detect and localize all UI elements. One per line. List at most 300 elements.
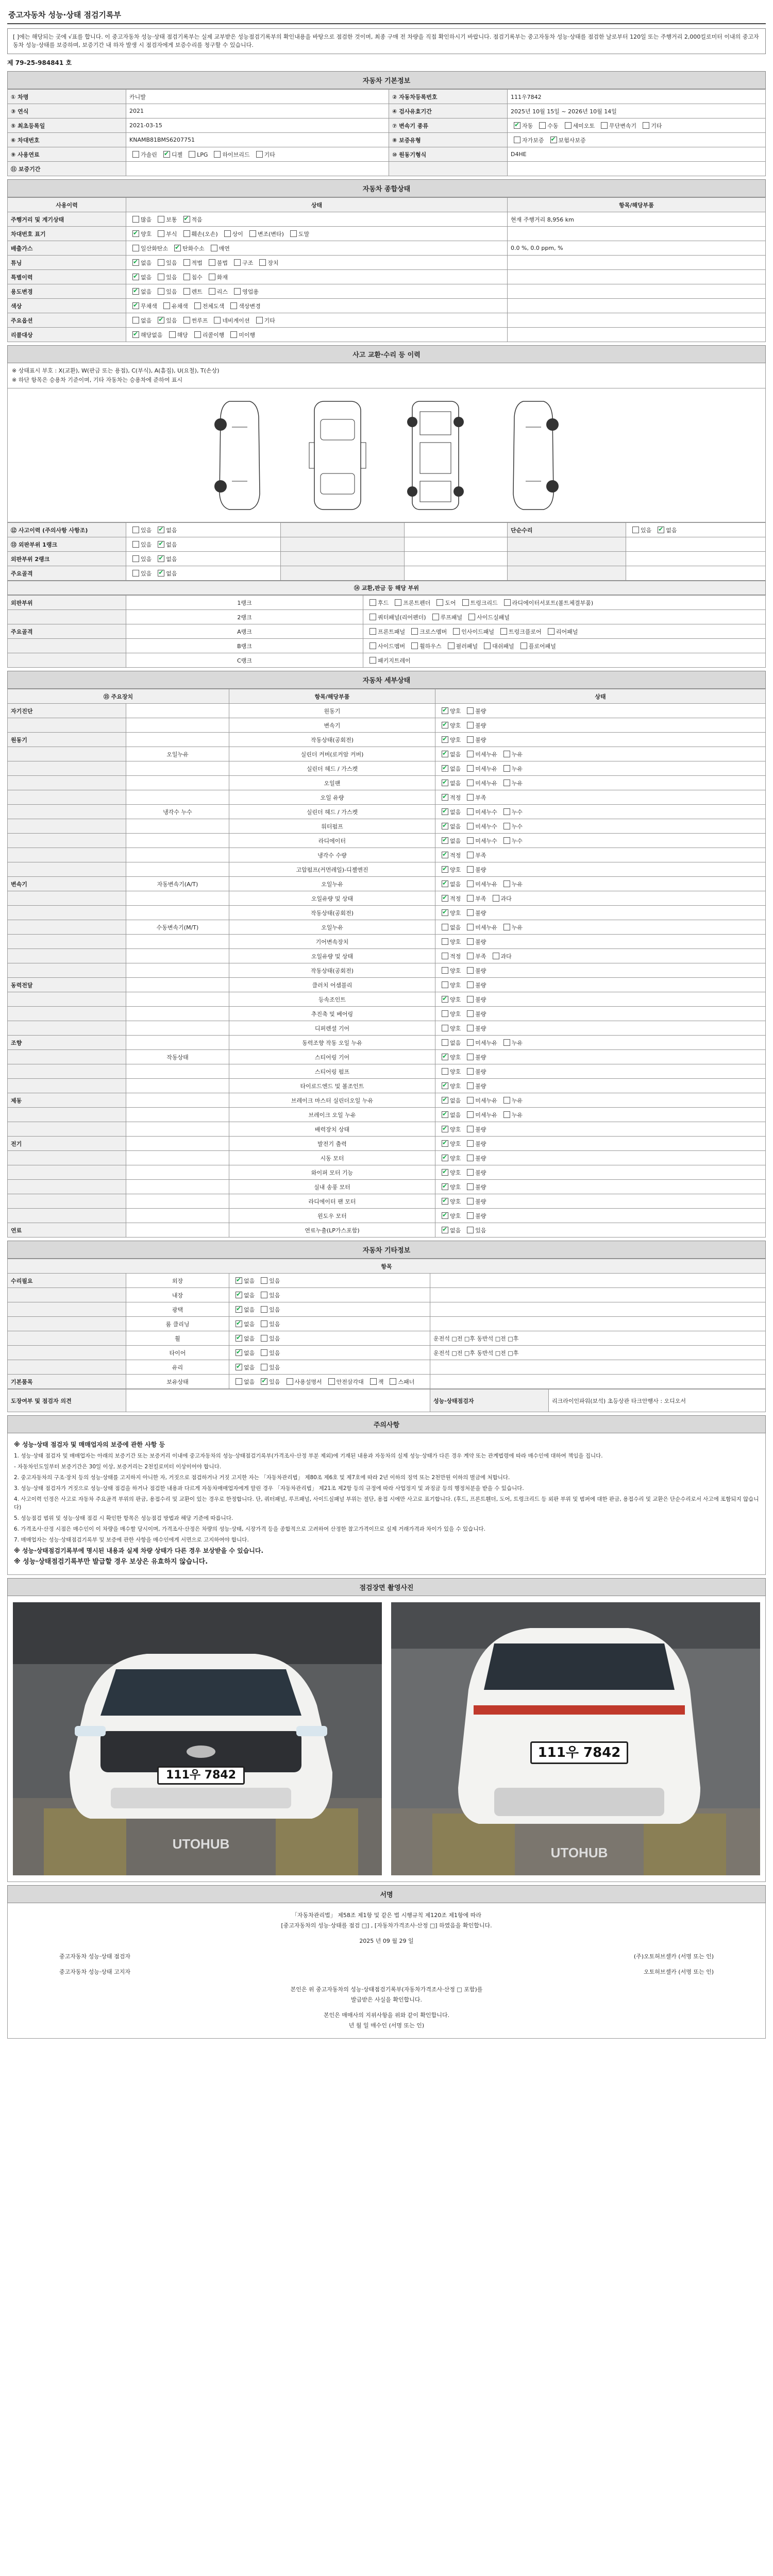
checkbox[interactable] — [467, 1212, 474, 1219]
checkbox[interactable] — [448, 642, 455, 649]
option-item — [129, 317, 152, 324]
checkbox[interactable] — [158, 527, 164, 533]
option-label: 프론트펜더 — [403, 599, 431, 606]
checkbox[interactable] — [467, 1140, 474, 1147]
other-row — [8, 1317, 766, 1331]
checkbox[interactable] — [442, 808, 448, 815]
sign-line-2: [중고자동차의 성능·상태를 점검 □] , [자동차가격조사·산정 □] 하였음을 확인합니다. — [281, 1922, 492, 1929]
checkbox[interactable] — [467, 909, 474, 916]
car-front-rear-view — [299, 396, 376, 515]
checkbox[interactable] — [504, 599, 511, 606]
checkbox[interactable] — [467, 1039, 474, 1046]
option-item — [439, 737, 461, 743]
option-item — [536, 123, 558, 129]
checkbox[interactable] — [158, 259, 164, 266]
checkbox[interactable] — [132, 317, 139, 324]
checkbox[interactable] — [442, 866, 448, 873]
checkbox[interactable] — [234, 259, 241, 266]
option-label: 불량 — [475, 981, 486, 989]
checkbox[interactable] — [442, 779, 448, 786]
checkbox[interactable] — [163, 151, 170, 158]
checkbox[interactable] — [462, 599, 469, 606]
option-label: 대쉬패널 — [492, 642, 514, 650]
detail-group — [8, 1209, 126, 1223]
option-label: 불량 — [475, 1140, 486, 1147]
option-item — [258, 1278, 280, 1284]
checkbox[interactable] — [261, 1335, 267, 1342]
option-label: 있음 — [269, 1320, 280, 1328]
option-item — [129, 303, 157, 310]
checkbox[interactable] — [442, 1227, 448, 1233]
checkbox[interactable] — [453, 628, 460, 635]
checkbox[interactable] — [467, 1169, 474, 1176]
checkbox[interactable] — [214, 317, 221, 324]
checkbox[interactable] — [500, 628, 507, 635]
detail-subgroup: 작동상태 — [126, 1050, 229, 1064]
checkbox[interactable] — [467, 794, 474, 801]
checkbox[interactable] — [132, 230, 139, 237]
general-options — [126, 227, 508, 241]
accident-label: ⑬ 외판부위 1랭크 — [8, 537, 126, 552]
detail-group — [8, 761, 126, 776]
checkbox[interactable] — [328, 1378, 335, 1385]
option-item — [129, 527, 152, 534]
checkbox[interactable] — [132, 288, 139, 295]
option-label: 없음 — [141, 317, 152, 324]
option-label: 미세누유 — [475, 1111, 497, 1118]
checkbox[interactable] — [236, 1292, 242, 1298]
option-item — [155, 260, 177, 266]
checkbox[interactable] — [467, 938, 474, 945]
option-label: 없음 — [450, 837, 461, 844]
checkbox[interactable] — [390, 1378, 396, 1385]
option-item — [598, 123, 636, 129]
checkbox[interactable] — [234, 288, 241, 295]
checkbox[interactable] — [632, 527, 639, 533]
option-item — [231, 260, 253, 266]
checkbox[interactable] — [442, 967, 448, 974]
checkbox[interactable] — [432, 614, 439, 620]
option-label: 있음 — [141, 527, 152, 534]
checkbox[interactable] — [183, 274, 190, 280]
checkbox[interactable] — [132, 555, 139, 562]
option-label: 누유 — [511, 880, 523, 888]
checkbox[interactable] — [158, 274, 164, 280]
checkbox[interactable] — [158, 216, 164, 223]
checkbox[interactable] — [550, 137, 557, 143]
checkbox[interactable] — [442, 1097, 448, 1104]
checkbox[interactable] — [442, 996, 448, 1003]
detail-subgroup: 자동변속기(A/T) — [126, 877, 229, 891]
checkbox[interactable] — [442, 909, 448, 916]
checkbox[interactable] — [442, 1169, 448, 1176]
checkbox[interactable] — [442, 794, 448, 801]
checkbox[interactable] — [287, 1378, 293, 1385]
checkbox[interactable] — [539, 122, 546, 129]
checkbox[interactable] — [209, 274, 215, 280]
option-item — [439, 982, 461, 989]
checkbox[interactable] — [442, 895, 448, 902]
checkbox[interactable] — [442, 1155, 448, 1161]
checkbox[interactable] — [209, 288, 215, 295]
option-item — [439, 794, 461, 801]
option-label: 전체도색 — [202, 302, 225, 310]
checkbox[interactable] — [183, 216, 190, 223]
checkbox[interactable] — [467, 823, 474, 829]
checkbox[interactable] — [442, 1054, 448, 1060]
option-label: 미세누수 — [475, 823, 497, 830]
checkbox[interactable] — [174, 245, 181, 251]
detail-status — [435, 992, 766, 1007]
option-item — [129, 570, 152, 577]
checkbox[interactable] — [467, 1126, 474, 1132]
accident-sub-label — [281, 537, 405, 552]
checkbox[interactable] — [369, 614, 376, 620]
option-item — [500, 924, 523, 931]
checkbox[interactable] — [261, 1277, 267, 1284]
option-item — [232, 1364, 255, 1371]
detail-group — [8, 891, 126, 906]
detail-row — [8, 862, 766, 877]
detail-row — [8, 935, 766, 949]
checkbox[interactable] — [503, 1039, 510, 1046]
checkbox[interactable] — [467, 967, 474, 974]
detail-col-status: 상태 — [435, 689, 766, 704]
detail-row — [8, 891, 766, 906]
checkbox[interactable] — [442, 1082, 448, 1089]
checkbox[interactable] — [467, 996, 474, 1003]
checkbox[interactable] — [194, 331, 201, 338]
checkbox[interactable] — [442, 981, 448, 988]
option-item — [367, 1379, 384, 1385]
checkbox[interactable] — [411, 628, 418, 635]
checkbox[interactable] — [467, 1155, 474, 1161]
option-label: 일산화탄소 — [141, 245, 169, 252]
detail-status — [435, 1194, 766, 1209]
checkbox[interactable] — [249, 230, 256, 237]
checkbox[interactable] — [467, 1227, 474, 1233]
other-group — [8, 1288, 126, 1302]
option-label: 과다 — [500, 953, 512, 960]
general-extra — [508, 256, 766, 270]
checkbox[interactable] — [158, 230, 164, 237]
checkbox[interactable] — [256, 317, 263, 324]
checkbox[interactable] — [503, 1111, 510, 1118]
checkbox[interactable] — [442, 1198, 448, 1205]
checkbox[interactable] — [442, 722, 448, 728]
checkbox[interactable] — [467, 1097, 474, 1104]
checkbox[interactable] — [503, 751, 510, 757]
checkbox[interactable] — [467, 837, 474, 844]
checkbox[interactable] — [132, 151, 139, 158]
general-extra — [508, 284, 766, 299]
checkbox[interactable] — [442, 1126, 448, 1132]
checkbox[interactable] — [503, 823, 510, 829]
checkbox[interactable] — [467, 779, 474, 786]
detail-group — [8, 718, 126, 733]
option-label: 불량 — [475, 938, 486, 945]
checkbox[interactable] — [493, 895, 499, 902]
checkbox[interactable] — [503, 880, 510, 887]
checkbox[interactable] — [236, 1364, 242, 1370]
detail-item: 오일팬 — [229, 776, 435, 790]
checkbox[interactable] — [442, 852, 448, 858]
general-options — [126, 313, 508, 328]
sign-line-3: 본인은 위 중고자동차의 성능·상태점검기록부(자동차가격조사·산정 □ 포함)를 — [290, 1986, 483, 1993]
checkbox[interactable] — [158, 317, 164, 324]
checkbox[interactable] — [467, 1010, 474, 1017]
checkbox[interactable] — [467, 722, 474, 728]
option-label: 도말 — [298, 230, 310, 238]
checkbox[interactable] — [369, 657, 376, 664]
general-row — [8, 241, 766, 256]
checkbox[interactable] — [169, 331, 176, 338]
checkbox[interactable] — [493, 953, 499, 959]
detail-item: 디퍼렌셜 기어 — [229, 1021, 435, 1036]
checkbox[interactable] — [369, 628, 376, 635]
checkbox[interactable] — [132, 302, 139, 309]
checkbox[interactable] — [442, 1010, 448, 1017]
checkbox[interactable] — [548, 628, 554, 635]
checkbox[interactable] — [484, 642, 491, 649]
checkbox[interactable] — [467, 1183, 474, 1190]
option-item — [258, 1335, 280, 1342]
checkbox[interactable] — [442, 953, 448, 959]
checkbox[interactable] — [442, 837, 448, 844]
option-item — [211, 151, 249, 158]
detail-row — [8, 949, 766, 963]
detail-group — [8, 1151, 126, 1165]
detail-row — [8, 1223, 766, 1238]
option-label: 적정 — [450, 895, 461, 902]
option-item — [180, 231, 218, 238]
detail-status — [435, 790, 766, 805]
checkbox[interactable] — [132, 245, 139, 251]
option-label: 부족 — [475, 852, 486, 859]
checkbox[interactable] — [411, 642, 418, 649]
option-label: 부족 — [475, 895, 486, 902]
detail-subgroup — [126, 862, 229, 877]
option-item — [129, 274, 152, 281]
checkbox[interactable] — [442, 707, 448, 714]
checkbox[interactable] — [467, 852, 474, 858]
general-row — [8, 212, 766, 227]
option-item — [439, 708, 461, 715]
checkbox[interactable] — [503, 1097, 510, 1104]
checkbox[interactable] — [514, 122, 520, 129]
checkbox[interactable] — [261, 1306, 267, 1313]
checkbox[interactable] — [230, 331, 237, 338]
checkbox[interactable] — [436, 599, 443, 606]
checkbox[interactable] — [442, 924, 448, 930]
option-item — [500, 823, 523, 830]
option-item — [439, 823, 461, 830]
checkbox[interactable] — [503, 765, 510, 772]
checkbox[interactable] — [183, 259, 190, 266]
checkbox[interactable] — [442, 765, 448, 772]
option-item — [129, 245, 168, 252]
checkbox[interactable] — [236, 1320, 242, 1327]
checkbox[interactable] — [214, 151, 221, 158]
option-label: 스패너 — [398, 1378, 415, 1385]
checkbox[interactable] — [236, 1335, 242, 1342]
checkbox[interactable] — [261, 1378, 267, 1385]
checkbox[interactable] — [467, 924, 474, 930]
detail-item: 브레이크 마스터 실린더오일 누유 — [229, 1093, 435, 1108]
basic-label: ⑨ 사용연료 — [8, 147, 126, 162]
checkbox[interactable] — [209, 259, 215, 266]
checkbox[interactable] — [467, 765, 474, 772]
checkbox[interactable] — [442, 1183, 448, 1190]
option-label: 부족 — [475, 953, 486, 960]
checkbox[interactable] — [503, 779, 510, 786]
checkbox[interactable] — [395, 599, 401, 606]
checkbox[interactable] — [158, 555, 164, 562]
option-item — [232, 1350, 255, 1357]
checkbox[interactable] — [442, 736, 448, 743]
checkbox[interactable] — [467, 751, 474, 757]
checkbox[interactable] — [183, 230, 190, 237]
checkbox[interactable] — [442, 1140, 448, 1147]
note-paragraph: - 자동차인도일부터 보증기간은 30일 이상, 보증거리는 2천킬로미터 이상이어야 합니다. — [14, 1464, 222, 1470]
detail-status — [435, 776, 766, 790]
checkbox[interactable] — [211, 245, 217, 251]
option-label: 없음 — [166, 570, 177, 577]
checkbox[interactable] — [261, 1320, 267, 1327]
checkbox[interactable] — [236, 1378, 242, 1385]
option-label: 탄화수소 — [182, 245, 205, 252]
checkbox[interactable] — [261, 1364, 267, 1370]
checkbox[interactable] — [261, 1349, 267, 1356]
checkbox[interactable] — [236, 1277, 242, 1284]
other-group — [8, 1346, 126, 1360]
checkbox[interactable] — [467, 1082, 474, 1089]
option-label: 리스 — [216, 288, 228, 295]
checkbox[interactable] — [132, 331, 139, 338]
checkbox[interactable] — [442, 1111, 448, 1118]
detail-row — [8, 761, 766, 776]
checkbox[interactable] — [442, 751, 448, 757]
option-label: 양호 — [450, 1054, 461, 1061]
general-extra — [508, 328, 766, 342]
checkbox[interactable] — [442, 1039, 448, 1046]
checkbox[interactable] — [183, 317, 190, 324]
checkbox[interactable] — [467, 981, 474, 988]
checkbox[interactable] — [442, 938, 448, 945]
checkbox[interactable] — [158, 570, 164, 577]
checkbox[interactable] — [467, 707, 474, 714]
checkbox[interactable] — [601, 122, 608, 129]
checkbox[interactable] — [132, 541, 139, 548]
option-item — [481, 643, 514, 650]
checkbox[interactable] — [520, 642, 527, 649]
option-label: 쿼터패널(리어펜더) — [378, 614, 426, 621]
checkbox[interactable] — [261, 1292, 267, 1298]
checkbox[interactable] — [442, 1068, 448, 1075]
checkbox[interactable] — [370, 1378, 377, 1385]
checkbox[interactable] — [290, 230, 297, 237]
option-label: 없음 — [450, 924, 461, 931]
option-item — [439, 838, 461, 844]
checkbox[interactable] — [132, 570, 139, 577]
checkbox[interactable] — [643, 122, 649, 129]
detail-item: 오일유량 및 상태 — [229, 891, 435, 906]
checkbox[interactable] — [467, 1068, 474, 1075]
checkbox[interactable] — [468, 614, 475, 620]
detail-group — [8, 906, 126, 920]
option-label: 있음 — [641, 527, 652, 534]
checkbox[interactable] — [369, 599, 376, 606]
checkbox[interactable] — [467, 1111, 474, 1118]
option-item — [500, 809, 523, 816]
detail-group — [8, 1079, 126, 1093]
checkbox[interactable] — [514, 137, 520, 143]
checkbox[interactable] — [467, 895, 474, 902]
checkbox[interactable] — [230, 302, 237, 309]
checkbox[interactable] — [256, 151, 263, 158]
option-label: 양호 — [450, 1068, 461, 1075]
checkbox[interactable] — [183, 288, 190, 295]
repair-label: 단순수리 — [508, 523, 626, 537]
checkbox[interactable] — [467, 1198, 474, 1205]
checkbox[interactable] — [132, 259, 139, 266]
checkbox[interactable] — [442, 823, 448, 829]
option-item — [500, 780, 523, 787]
checkbox[interactable] — [467, 736, 474, 743]
checkbox[interactable] — [132, 216, 139, 223]
checkbox[interactable] — [503, 808, 510, 815]
option-item — [180, 274, 203, 281]
detail-row — [8, 1137, 766, 1151]
checkbox[interactable] — [467, 880, 474, 887]
option-item — [464, 982, 486, 989]
option-label: 무단변속기 — [609, 122, 637, 129]
option-item — [439, 939, 461, 945]
checkbox[interactable] — [467, 1054, 474, 1060]
checkbox[interactable] — [442, 1212, 448, 1219]
detail-row — [8, 776, 766, 790]
checkbox[interactable] — [158, 541, 164, 548]
checkbox[interactable] — [467, 808, 474, 815]
checkbox[interactable] — [163, 302, 170, 309]
checkbox[interactable] — [503, 837, 510, 844]
checkbox[interactable] — [158, 288, 164, 295]
basic-label: ② 자동차등록번호 — [389, 90, 508, 104]
checkbox[interactable] — [236, 1349, 242, 1356]
checkbox[interactable] — [132, 274, 139, 280]
checkbox[interactable] — [467, 1025, 474, 1031]
checkbox[interactable] — [224, 230, 231, 237]
checkbox[interactable] — [236, 1306, 242, 1313]
accident-label: 주요골격 — [8, 566, 126, 581]
checkbox[interactable] — [442, 1025, 448, 1031]
checkbox[interactable] — [503, 924, 510, 930]
parts-title: ⑭ 교환,판금 등 해당 부위 — [7, 581, 766, 595]
checkbox[interactable] — [194, 302, 201, 309]
checkbox[interactable] — [658, 527, 664, 533]
checkbox[interactable] — [369, 642, 376, 649]
option-item — [500, 1097, 523, 1104]
detail-item: 스티어링 기어 — [229, 1050, 435, 1064]
checkbox[interactable] — [132, 527, 139, 533]
checkbox[interactable] — [189, 151, 195, 158]
checkbox[interactable] — [565, 122, 572, 129]
checkbox[interactable] — [467, 866, 474, 873]
option-label: 없음 — [244, 1277, 255, 1284]
checkbox[interactable] — [442, 880, 448, 887]
checkbox[interactable] — [467, 953, 474, 959]
checkbox[interactable] — [259, 259, 266, 266]
